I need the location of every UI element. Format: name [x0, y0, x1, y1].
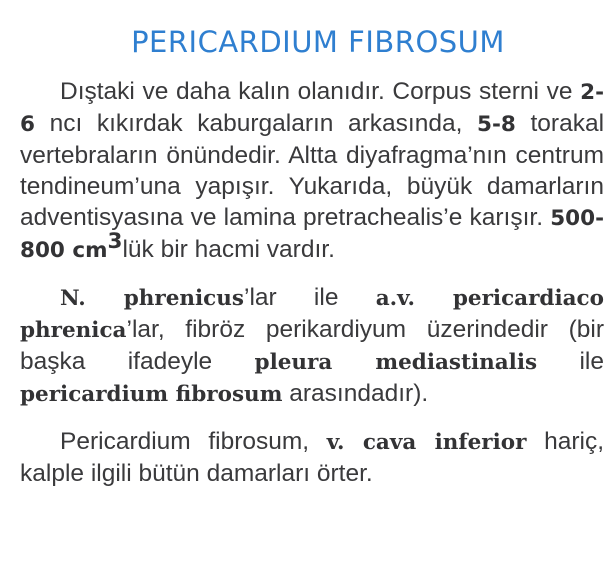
paragraph-2 [20, 282, 604, 410]
page-title: PERICARDIUM FIBROSUM [131, 25, 505, 59]
p2-text-4: arasındadır). [282, 380, 429, 407]
p2-bold-pericardium: pericardium fibrosum [20, 382, 283, 407]
p2-bold-phrenicus: N. phrenicus [60, 286, 244, 311]
p1-text-4: lük bir hacmi vardır. [122, 236, 335, 263]
p2-text-1: ’lar ile [244, 284, 376, 311]
paragraph-1 [20, 76, 604, 266]
p1-text-2: ncı kıkırdak kaburgaların arkasında, [34, 110, 478, 137]
p2-text-2: ’lar, fibröz perikardiyum üzerindedir (bir başka ifadeyle [20, 316, 604, 375]
p1-bold-ribs: 2-6 [20, 80, 604, 137]
p1-text-1: Dıştaki ve daha kalın olanıdır. Corpus sterni ve [60, 78, 581, 105]
p1-volume-superscript: 3 [107, 228, 123, 254]
p2-text-3: ile [537, 348, 604, 375]
p1-text-3: torakal vertebraların önündedir. Altta diyafragma’nın centrum tendineum’una yapışır. Yukarıda, büyük damarların adventisyasına ve lamina pretrachealis’e karışır. [20, 110, 605, 231]
p2-bold-pleura: pleura mediastinalis [254, 350, 538, 375]
p1-bold-vertebrae: 5-8 [477, 112, 516, 137]
p3-bold-cava: v. cava inferior [326, 430, 527, 455]
p1-bold-volume: 500-800 cm [20, 206, 604, 263]
paragraph-3 [20, 426, 604, 489]
p3-text-2: hariç, kalple ilgili bütün damarları örter. [20, 428, 605, 487]
p2-bold-pericardiaco: a.v. pericardiaco phrenica [20, 286, 604, 343]
p3-text-1: Pericardium fibrosum, [60, 428, 327, 455]
